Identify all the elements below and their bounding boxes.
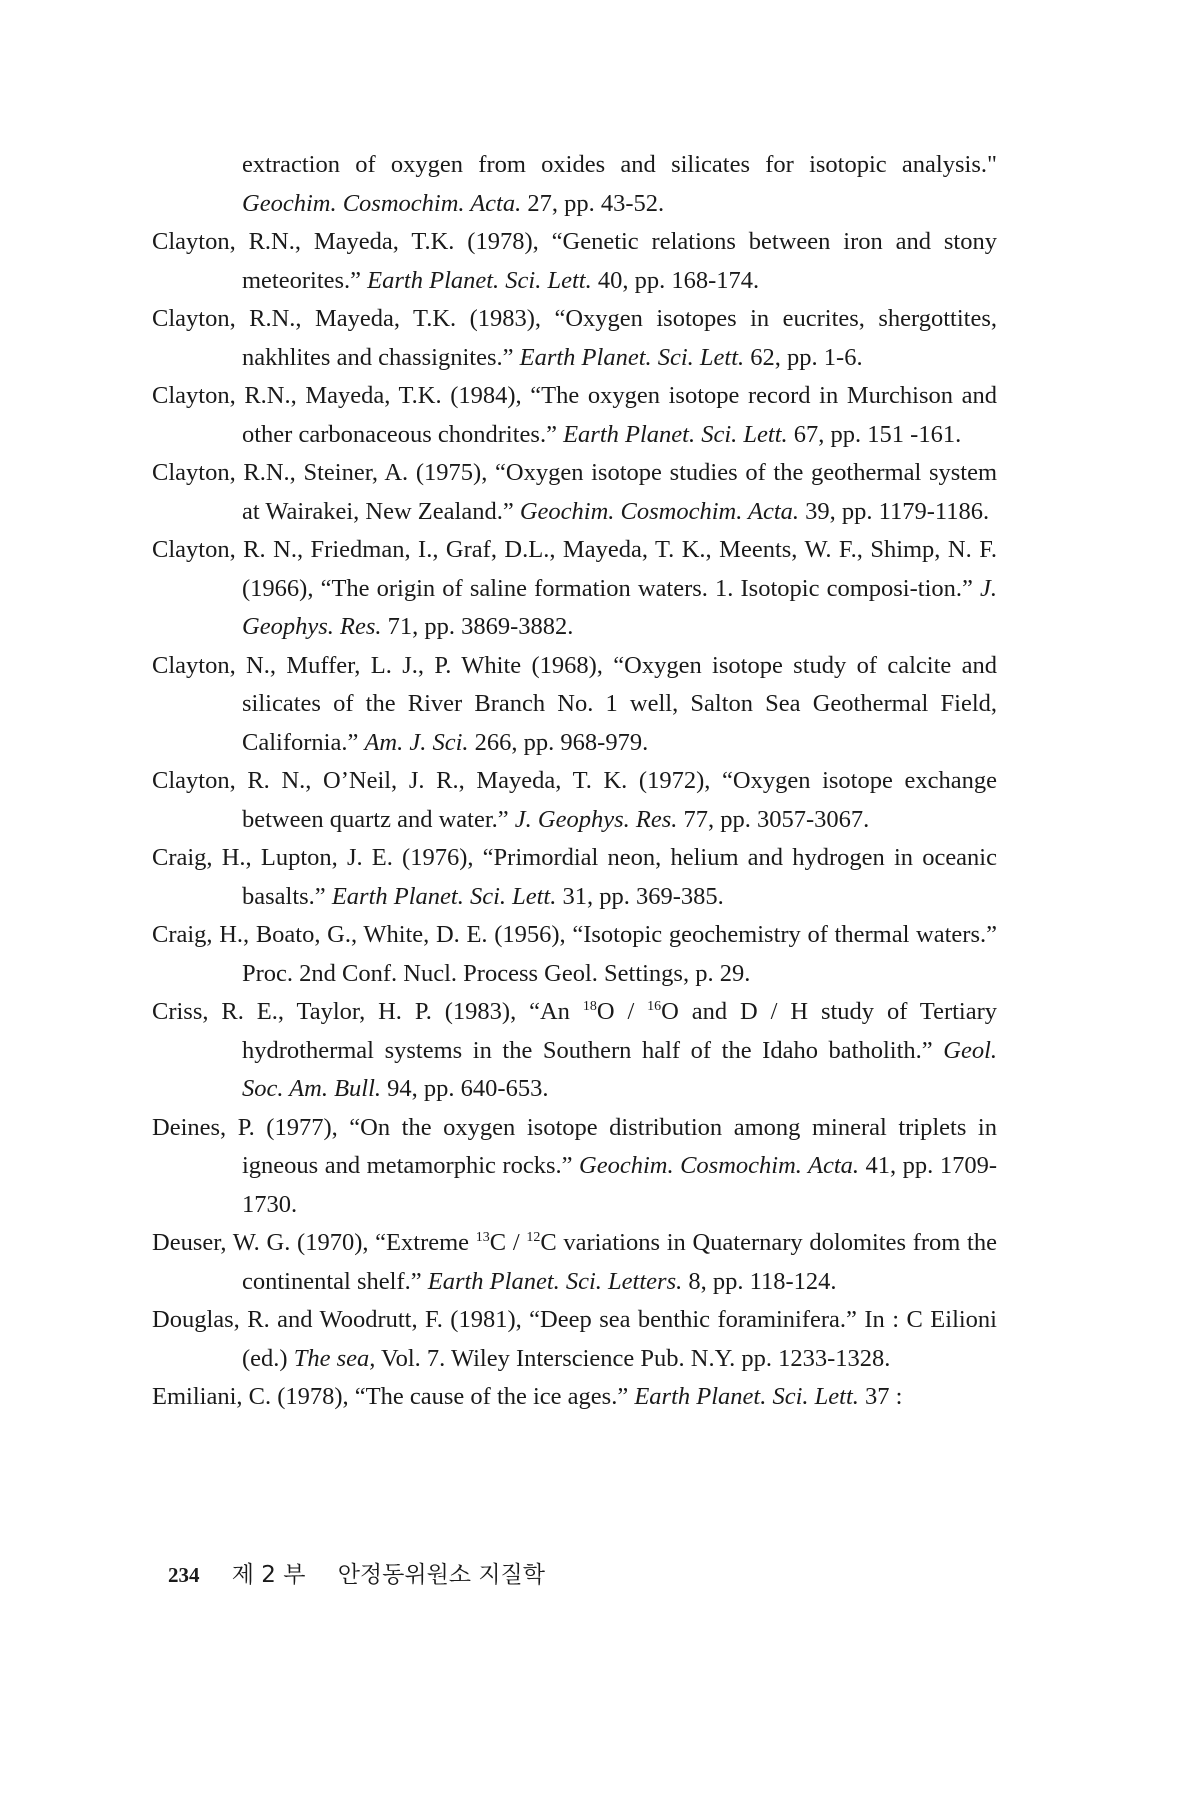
reference-text: Criss, R. E., Taylor, H. P. (1983), “An [152, 998, 583, 1025]
reference-text: Craig, H., Boato, G., White, D. E. (1956), “Isotopic geochemistry of thermal waters.” Proc. 2nd Conf. Nucl. Process Geol. Settings, p. 29. [152, 921, 997, 987]
journal-name: Earth Planet. Sci. Lett. [634, 1383, 859, 1410]
isotope-superscript: 16 [647, 998, 662, 1014]
reference-text: Clayton, R.N., Steiner, A. (1975), “Oxygen isotope studies of the geothermal system at Wairakei, New Zealand.” [152, 459, 997, 525]
reference-text: 37 : [858, 1383, 903, 1410]
reference-text: Deines, P. (1977), “On the oxygen isotope distribution among mineral triplets in igneous and metamorphic rocks.” [152, 1113, 997, 1179]
journal-name: J. Geophys. Res. [242, 574, 997, 640]
journal-name: J. Geophys. Res. [514, 805, 678, 833]
journal-name: Geochim. Cosmochim. Acta. [519, 497, 800, 525]
reference-list [152, 146, 997, 1417]
journal-name: Geochim. Cosmochim. Acta. [242, 189, 522, 217]
page-footer [168, 1556, 545, 1589]
reference-entry [152, 1301, 997, 1378]
reference-entry [152, 647, 997, 763]
reference-text: 77, pp. 3057-3067. [677, 805, 870, 833]
reference-text: Craig, H., Lupton, J. E. (1976), “Primordial neon, helium and hydrogen in oceanic basalts.” [152, 844, 997, 910]
reference-entry [152, 1109, 997, 1225]
reference-entry [152, 454, 997, 531]
reference-entry [152, 839, 997, 916]
journal-name: Am. J. Sci. [364, 728, 469, 756]
part-label: 제 2 부 [231, 1562, 306, 1588]
reference-text: Clayton, R.N., Mayeda, T.K. (1984), “The oxygen isotope record in Murchison and other carbonaceous chondrites.” [152, 382, 997, 448]
reference-text: extraction of oxygen from oxides and silicates for isotopic analysis." [242, 151, 997, 178]
book-title: 안정동위원소 지질학 [337, 1562, 545, 1588]
journal-name: Earth Planet. Sci. Lett. [563, 420, 788, 448]
reference-text: O / [596, 998, 648, 1025]
reference-entry [152, 223, 997, 300]
reference-entry [152, 1378, 997, 1417]
journal-name: Geol. Soc. Am. Bull. [242, 1036, 997, 1102]
reference-text: 39, pp. 1179-1186. [799, 497, 990, 525]
reference-text: 62, pp. 1-6. [744, 343, 863, 371]
reference-text: 31, pp. 369-385. [556, 882, 724, 910]
reference-text: Clayton, N., Muffer, L. J., P. White (1968), “Oxygen isotope study of calcite and silicates of the River Branch No. 1 well, Salton Sea Geothermal Field, California.” [152, 651, 997, 756]
reference-text: 94, pp. 640-653. [381, 1075, 549, 1102]
reference-entry-continued [152, 146, 997, 223]
reference-text: 40, pp. 168-174. [591, 266, 760, 294]
reference-text: 8, pp. 118-124. [682, 1267, 837, 1295]
journal-name: Geochim. Cosmochim. Acta. [579, 1152, 860, 1179]
reference-entry [152, 993, 997, 1109]
reference-entry [152, 377, 997, 454]
reference-text: C variations in Quaternary dolomites from the continental shelf.” [242, 1229, 997, 1295]
reference-text: Emiliani, C. (1978), “The cause of the ice ages.” [152, 1383, 635, 1410]
reference-text: 266, pp. 968-979. [468, 728, 649, 756]
page-number: 234 [168, 1563, 200, 1587]
reference-entry [152, 531, 997, 647]
isotope-superscript: 13 [475, 1229, 490, 1245]
isotope-superscript: 12 [526, 1229, 541, 1245]
journal-name: Earth Planet. Sci. Letters. [427, 1267, 683, 1295]
journal-name: Earth Planet. Sci. Lett. [519, 343, 745, 371]
reference-text: Clayton, R.N., Mayeda, T.K. (1978), “Genetic relations between iron and stony meteorites.” [152, 228, 997, 294]
reference-text: Vol. 7. Wiley Interscience Pub. N.Y. pp. 1233-1328. [375, 1344, 891, 1372]
reference-text: C / [489, 1229, 527, 1256]
reference-text: 27, pp. 43-52. [521, 189, 665, 217]
reference-text: Douglas, R. and Woodrutt, F. (1981), “Deep sea benthic foraminifera.” In : C Eilioni (ed.) [152, 1306, 997, 1372]
reference-entry [152, 300, 997, 377]
reference-text: 41, pp. 1709-1730. [242, 1152, 997, 1218]
reference-text: Clayton, R.N., Mayeda, T.K. (1983), “Oxygen isotopes in eucrites, shergottites, nakhlites and chassignites.” [152, 305, 997, 371]
reference-text: Clayton, R. N., O’Neil, J. R., Mayeda, T. K. (1972), “Oxygen isotope exchange between quartz and water.” [152, 767, 997, 833]
reference-text: Clayton, R. N., Friedman, I., Graf, D.L., Mayeda, T. K., Meents, W. F., Shimp, N. F. (1966), “The origin of saline formation waters. 1. Isotopic composi-tion.” [152, 536, 997, 602]
reference-entry [152, 762, 997, 839]
isotope-superscript: 18 [582, 998, 597, 1014]
journal-name: The sea, [293, 1344, 376, 1372]
reference-entry [152, 916, 997, 993]
reference-text: O and D / H study of Tertiary hydrothermal systems in the Southern half of the Idaho batholith.” [242, 998, 997, 1064]
journal-name: Earth Planet. Sci. Lett. [331, 882, 557, 910]
reference-text: Deuser, W. G. (1970), “Extreme [152, 1229, 476, 1256]
reference-text: 71, pp. 3869-3882. [381, 613, 574, 640]
reference-entry [152, 1224, 997, 1301]
reference-text: 67, pp. 151 -161. [787, 420, 962, 448]
journal-name: Earth Planet. Sci. Lett. [367, 266, 592, 294]
